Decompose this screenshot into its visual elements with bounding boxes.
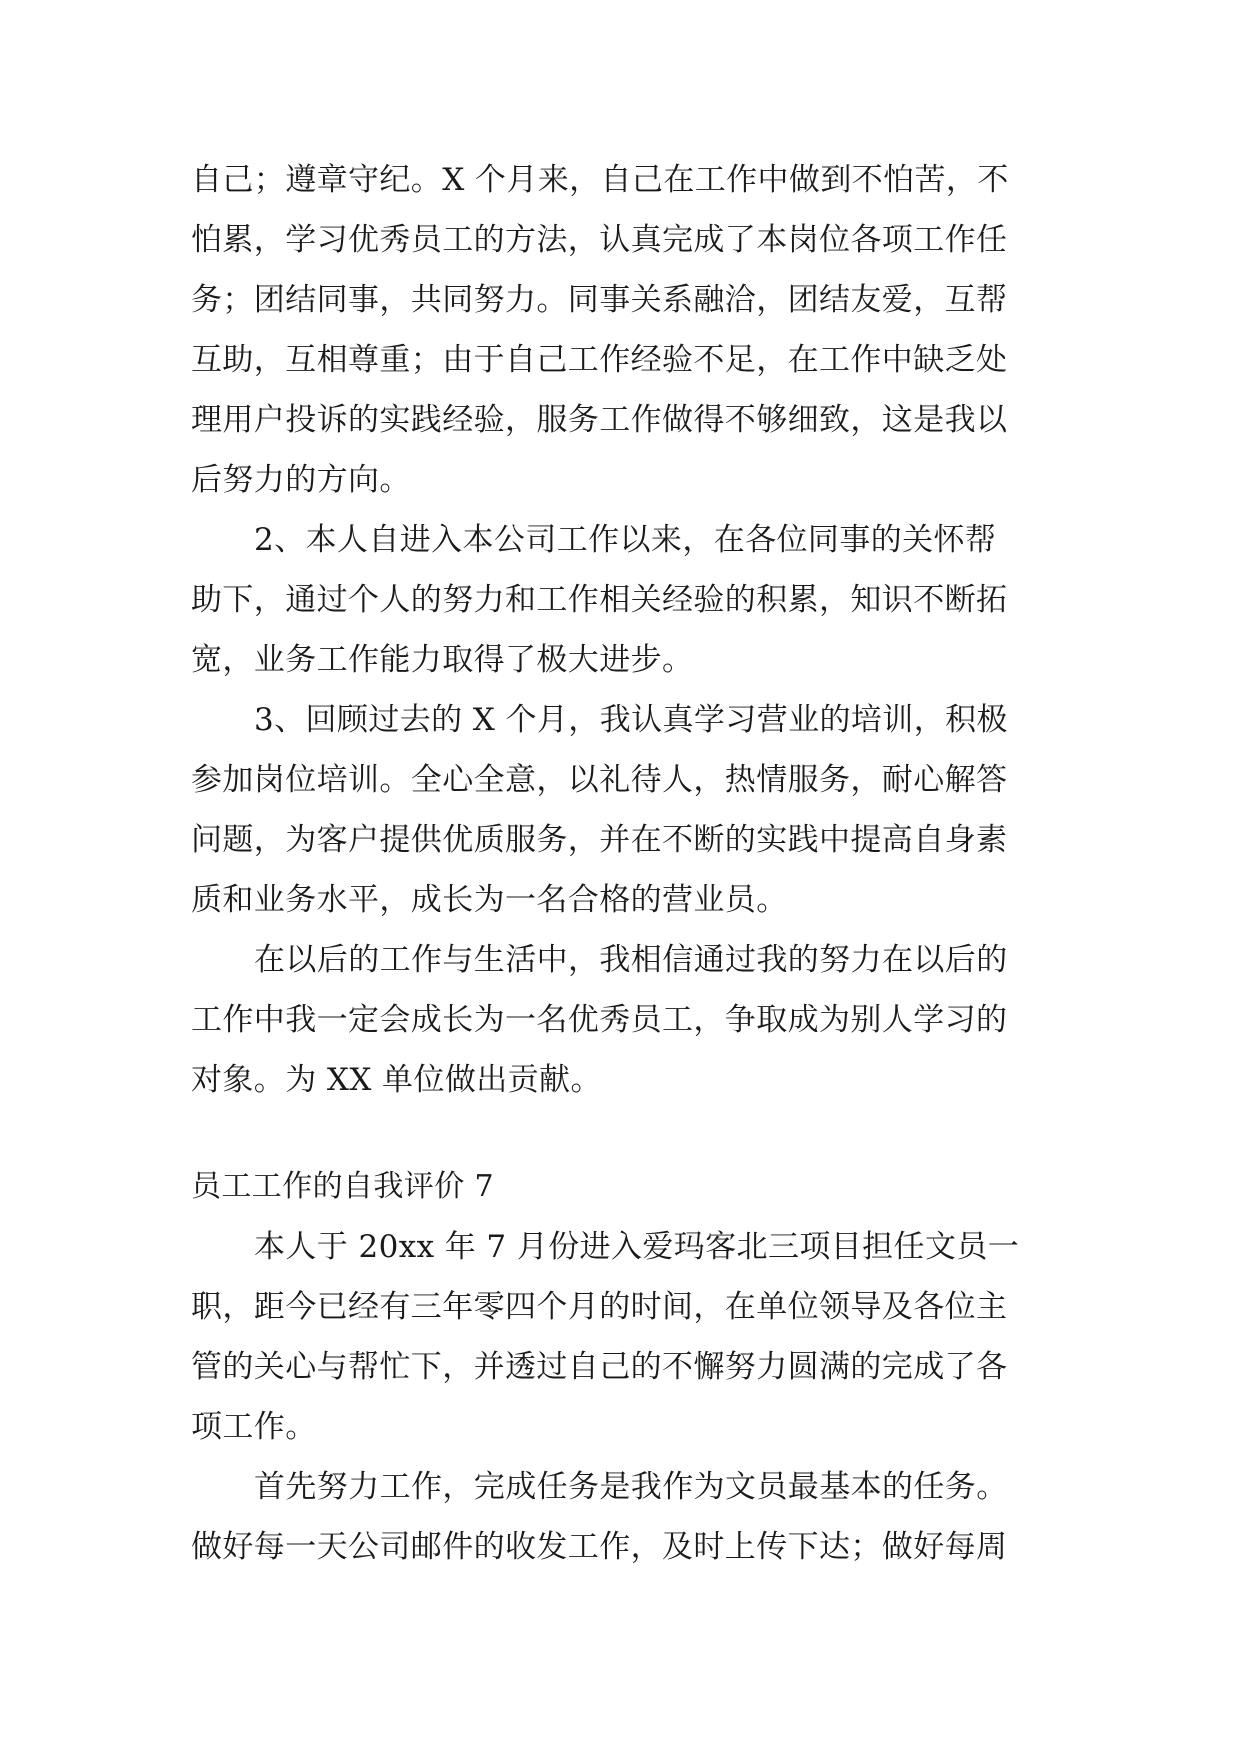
text-line: 后努力的方向。 bbox=[191, 462, 411, 498]
text-line: 质和业务水平，成长为一名合格的营业员。 bbox=[191, 882, 788, 918]
text-line: 做好每一天公司邮件的收发工作，及时上传下达；做好每周 bbox=[191, 1529, 1008, 1565]
text-line: 参加岗位培训。全心全意，以礼待人，热情服务，耐心解答 bbox=[191, 762, 1008, 798]
text-line: 互助，互相尊重；由于自己工作经验不足，在工作中缺乏处 bbox=[191, 342, 1008, 378]
paragraph-start-line: 2、本人自进入本公司工作以来，在各位同事的关怀帮 bbox=[254, 522, 997, 558]
paragraph-start-line: 首先努力工作，完成任务是我作为文员最基本的任务。 bbox=[254, 1469, 1008, 1505]
text-line: 务；团结同事，共同努力。同事关系融洽，团结友爱，互帮 bbox=[191, 282, 1008, 318]
text-line: 自己；遵章守纪。X 个月来，自己在工作中做到不怕苦，不 bbox=[191, 162, 1009, 198]
text-line: 管的关心与帮忙下，并透过自己的不懈努力圆满的完成了各 bbox=[191, 1349, 1008, 1385]
text-line: 宽，业务工作能力取得了极大进步。 bbox=[191, 642, 694, 678]
paragraph-start-line: 本人于 20xx 年 7 月份进入爱玛客北三项目担任文员一 bbox=[254, 1229, 1020, 1265]
document-body bbox=[191, 150, 1061, 1577]
text-line: 理用户投诉的实践经验，服务工作做得不够细致，这是我以 bbox=[191, 402, 1008, 438]
text-line: 职，距今已经有三年零四个月的时间，在单位领导及各位主 bbox=[191, 1289, 1008, 1325]
paragraph-start-line: 3、回顾过去的 X 个月，我认真学习营业的培训，积极 bbox=[254, 702, 1008, 738]
text-line: 助下，通过个人的努力和工作相关经验的积累，知识不断拓 bbox=[191, 582, 1008, 618]
text-line: 工作中我一定会成长为一名优秀员工，争取成为别人学习的 bbox=[191, 1002, 1008, 1038]
section-title: 员工工作的自我评价 7 bbox=[191, 1169, 495, 1204]
text-line: 怕累，学习优秀员工的方法，认真完成了本岗位各项工作任 bbox=[191, 222, 1008, 258]
text-line: 项工作。 bbox=[191, 1409, 317, 1445]
text-line: 对象。为 XX 单位做出贡献。 bbox=[191, 1062, 602, 1098]
text-line: 问题，为客户提供优质服务，并在不断的实践中提高自身素 bbox=[191, 822, 1008, 858]
paragraph-start-line: 在以后的工作与生活中，我相信通过我的努力在以后的 bbox=[254, 942, 1008, 978]
